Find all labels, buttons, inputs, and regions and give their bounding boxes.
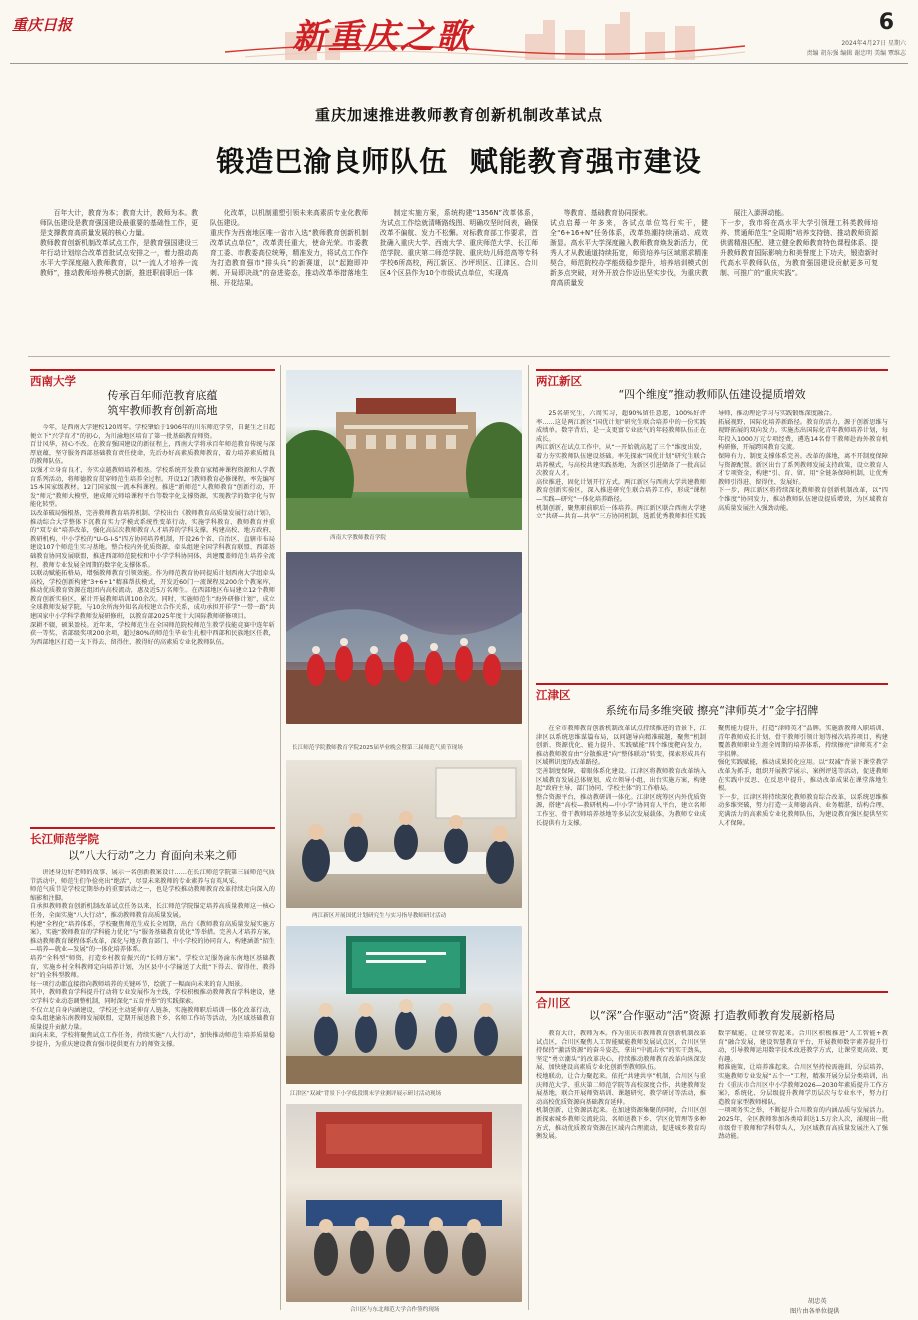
- photo-xinan-building: [286, 370, 522, 530]
- caption-jiangjin: 江津区“双减”背景下小学低段期末学业测评展示研讨活动现场: [290, 1091, 442, 1097]
- masthead: [0, 0, 918, 62]
- section-text-xinan: [30, 424, 275, 816]
- intro-col-5: [720, 208, 878, 348]
- photo-jiangjin-classroom: [286, 926, 522, 1084]
- intro-text-3: 制定实施方案，系统构建“1356N”改革体系，为试点工作绘就清晰路线图、明确攻坚时间表，确保改革不偏航、发力不松懈。对标教育部工作要求，首批确入重庆大学、西南大学、重庆师范大学、长江师范学院、重庆第二师范学院、重庆幼儿师范高等专科学校6所高校，两江新区、沙坪坝区、江津区、合川区4个区县作为10个市级试点单位，实现高: [380, 209, 538, 277]
- article-body-xinan: 今年，是西南大学建校120周年。学校肇始于1906年的川东师范学堂，自诞生之日起便立下“兴学育才”的初心，为川渝地区培育了第一批基础教育师资。 百廿风华，初心不改。在教育强国建设的新征程上，西南大学将承百年师范教育传统与深厚底蕴，坚守服务西部基础教育责任使命，先后办好高素质教师教育，着力培养素质精良的教师队伍。 以强才立身育良才，夯实卓越教师培养根基。学校系统开发教育家精神课程资源和人学教育系列活动，将师德教育贯穿师范生培养全过程。开设12门教师教育必修课程，率先编写15本国家级教材。12门国家级一流本科课程。推进“新师范”人教师教育“创新行动，开发“师元”教师大模型，建成师元师培课程平台等数字化支撑资源，实现教学的数字化与智能化转型。 以改革破局强根基，完善教师教育培养机制。学校出台《教师教育高质量发展行动计划》，推动综合大学整体下沉教育实力学模式系统性变革行动，实施学科教育、教师教育并重的“双专业”培养改革，强化高层次教师教育人才培养的学科支撑。构建高校、地方政府、教研机构、中小学校的“U-G-I-S”四方协同培养机制，开设26个省、自治区、直辖市布局建设107个师范生实习基地。整合校内外优质资源，牵头组建全国学科教育联盟、西部基础教育协同发展联盟，推进西部师范院校和中小学学科协同体，共建覆盖师范生培养全流程、教师专业发展全周期的数字化支撑体系。 以联动赋能拓格局，增强教师教育引领效能。作为师范教育协同提质计划西南大学组牵头高校，学校创新构建“3+6+1”精准帮扶模式，开发近60门一流课程及200余个教案库，推动优质教育资源在组团内高校流动，惠及近5万名师生。在西部地区布局建立12个教师教育创新实验区，累计开展教师培训100余次。同时，实施师范生“海外研修计划”，成立全球教师发展学院，与10余所海外知名高校建立合作关系，成功承担开祥学“一带一路”共建国家中小学科学教师发展研修班，以教育部2025年度十大国际教师研修项目。 深耕不辍，硕果盈枝。近年来，学校师范生在全国师范院校师范生教学技能竞赛中连年斩获一等奖、省部级奖项200余项，超过80%的师范生毕业生扎根中西部和民族地区任教，为西部地区打造一支下得去、留得住、教得好的高素质专业化教师队伍。: [30, 424, 275, 646]
- dance-illustration: [286, 552, 522, 724]
- headline-kicker: 重庆加速推进教师教育创新机制改革试点: [314, 106, 603, 124]
- caption-xinan: 西南大学教师教育学院: [330, 535, 386, 541]
- section-rule-xinan: [30, 369, 275, 371]
- caption-hechuan: 合川区与东北师范大学合作签约现场: [350, 1307, 440, 1313]
- photo-hechuan-signing: [286, 1104, 522, 1302]
- section-title-changjiang: 以“八大行动”之力 育面向未来之师: [68, 849, 237, 862]
- intro-col-1: [40, 208, 198, 348]
- section-text-liangjiang: [536, 410, 888, 668]
- section-text-jiangjin: [536, 725, 888, 981]
- building-illustration: [286, 370, 522, 530]
- byline-photo-credit: 图片由各单位提供: [790, 1308, 840, 1315]
- section-title-hechuan: 以“深”合作驱动“活”资源 打造教师教育发展新格局: [589, 1009, 835, 1022]
- column-divider-left: [280, 365, 281, 1310]
- section-name-changjiang: 长江师范学院: [30, 832, 99, 846]
- page-number: 6: [878, 10, 894, 35]
- photo-changjiang-stage: [286, 552, 522, 724]
- section-name-jiangjin: 江津区: [536, 688, 571, 702]
- article-body-hechuan: 教育大计，教师为本。作为重庆市教师教育创新机制改革试点区，合川区聚焦人工智能赋能教师发展试点区，合川区坚持保持“激活资源”的奋斗姿态，拿出“中流击水”的实干劲头，坚定“勇立潮头”的改革决心，持续推动教师教育改革向纵深发展，加快建设高素质专业化创新型教师队伍。 校地联动，让合力聚起来。依托“共建共享”机制，合川区与重庆师范大学、重庆第二师范学院等高校深度合作，共建教师发展基地，联合开展师资培训、课题研究、教学研讨等活动，推动高校优质资源向基础教育延伸。 机制创新，让资源活起来。在加速资源集聚的同时，合川区创新探索城乡教师交流轮岗、名师送教下乡、学区化管理等多种方式，推动优质教育资源在区域内合理流动，促进城乡教育均衡发展。 数字赋能，让课堂智起来。合川区积极推进“人工智能+教育”融合发展，建设智慧教育平台，开展教师数字素养提升行动，引导教师运用数字技术改进教学方式，让课堂更高效、更有趣。 精准施策，让培养准起来。合川区坚持按需施训、分层培养，实施教师专业发展“五个一”工程，精准开展分层分类培训，出台《重庆市合川区中小学教师2026—2030年素质提升工作方案》，系统化、分层级提升教师学历层次与专业水平，努力打造教育家型教师梯队。 一项项务实之举，不断提升合川教育的内涵品质与发展活力。2025年，全区教师参加各类培训达1.5万余人次，涌现出一批市级骨干教师和学科带头人，为区域教育高质量发展注入了强劲动能。: [536, 1030, 888, 1141]
- section-rule-jiangjin: [536, 683, 888, 685]
- section-rule-liangjiang: [536, 369, 888, 371]
- intro-text-1: 百年大计，教育为本；教育大计，教师为本。教师队伍建设是教育强国建设最重要的基础性工作，更是支撑教育高质量发展的核心力量。 教师教育创新机制改革试点工作，是教育强国建设三年行动计划综合改革首批试点安排之一，着力推动高水平大学深度融入教师教育，以“一流人才培养一流教师”，推动教师培养模式创新，推进职前职后一体: [40, 209, 198, 277]
- section-text-hechuan: [536, 1030, 888, 1292]
- masthead-rule: [10, 63, 908, 64]
- paper-logo: 重庆日报: [12, 16, 73, 34]
- column-divider-right: [528, 365, 529, 1310]
- intro-col-2: [210, 208, 368, 348]
- headline-main: 锻造巴渝良师队伍 赋能教育强市建设: [216, 145, 702, 178]
- banner-title: 新重庆之歌: [292, 17, 472, 57]
- article-body-liangjiang: 25名研究生，六周实习，超90%留任意愿，100%好评率……这是两江新区“国优计划”研究生联合培养中的一份实践成绩单。数字背后，是一支更富专业底气的年轻教师队伍正在成长。 两江新区在试点工作中，从“一开始就高起了三个”维度出发，着力夯实教师队伍建设基础。率先探索“国优计划”研究生联合培养模式，与高校共建实践基地，为新区引进储备了一批高层次教育人才。 高位推进，固化计划开行方式。两江新区与西南大学共建教师教育创新实验区，深入推进研究生联合培养工作，形成“课程—实践—研究”一体化培养路径。 机制创新，聚焦职前职后一体培养。两江新区联合西南大学建立“共研—共育—共享”三方协同机制，选派优秀教师担任实践导师，推动理论学习与实践锻炼深度融合。 拓展视野，国际化培养新路径。教育的活力，源于创新思维与视野拓展的双向发力。实施杰出国际化青年教师培养计划，每年投入1000万元专项经费，遴选14名骨干教师赴海外教育机构研修，开展跨国教育交流。 保障有力，制度支撑体系完善。改革的落地，离不开制度保障与资源配置。新区出台了系列教师发展支持政策，设立教育人才专项资金，构建“引、育、留、用”全链条保障机制，让优秀教师引得进、留得住、发展好。 下一步，两江新区将持续深化教师教育创新机制改革，以“四个维度”协同发力，推动教师队伍建设提质增效，为区域教育高质量发展注入强劲动能。: [536, 410, 888, 521]
- article-body-changjiang: 讲述身边好老师的故事、展示一名创新教案设计……在长江师范学院第三届师范气质节活动中，师范生们争俭亮出“绝活”，尽显未来教师的专业素养与育英风采。 师范气质节是学校定期举办的重要活动之一，也是学校推动教师教育改革持续走向深入的缩影和注脚。 自承担教师教育创新机制改革试点任务以来，长江师范学院锚定培养高质量教师这一核心任务，全面实施“八大行动”，推动教师教育高质量发展。 构建“全程化”培养体系，学校聚焦师范生成长全周期，出台《教师教育高质量发展实施方案》，实施“教师教育的学科能力优化”与“服务基础教育优化”等举措。完善人才培养方案，推动教师教育课程体系改革，深化与地方教育部门、中小学校的协同育人，构建涵盖“招生—培养—就业—发展”的一体化培养体系。 培养“全科型”师资，打造乡村教育振兴的“长师方案”。学校立足服务渝东南地区基础教育，实施乡村全科教师定向培养计划，为区县中小学输送了大批“下得去、留得住、教得好”的全科型教师。 每一项行动都直接指向教师培养的关键环节，绘就了一幅面向未来的育人图景。 其中，教师教育学科提升行动将专业发展作为主线，学校积极推动教师教育学科建设，建立学科专业动态调整机制，同时深化“五育并举”的实践探索。 不仅立足自身内涵建设，学校还主动延伸育人链条，实施教师职后培训一体化改革行动，牵头组建渝东南教师发展联盟，定期开展送教下乡、名师工作坊等活动，为区域基础教育质量提升贡献力量。 面向未来，学校将聚焦试点工作任务，持续实施“八大行动”，加快推动师范生培养质量稳步提升，为重庆建设教育强市提供更有力的师资支撑。: [30, 869, 275, 1048]
- byline-author: 胡忠英: [808, 1298, 827, 1305]
- section-title-xinan-1: 传承百年师范教育底蕴: [107, 389, 218, 402]
- section-name-liangjiang: 两江新区: [536, 374, 582, 388]
- section-title-liangjiang: “四个维度”推动教师队伍建设提质增效: [618, 388, 806, 401]
- section-text-changjiang: [30, 869, 275, 1309]
- caption-changjiang: 长江师范学院教师教育学院2025届毕业晚会暨第三届师范气质节现场: [292, 745, 463, 751]
- issue-date: 2024年4月27日 星期六: [841, 40, 906, 47]
- section-title-jiangjin: 系统布局多维突破 擦亮“津师英才”金字招牌: [605, 704, 819, 717]
- intro-text-2: 化改革，以机制重塑引领未来高素质专业化教师队伍建设。 重庆作为西南地区唯一省市入选“教师教育创新机制改革试点单位”，改革责任重大，使命光荣。市委教育工委、市教委高位统筹，精准发力，将试点工作作为打造教育强市“排头兵”的新赛道，以“起跑即冲刺、开局即决战”的奋进姿态，推动改革举措落地生根、开花结果。: [210, 209, 368, 287]
- section-name-xinan: 西南大学: [30, 374, 76, 388]
- editor-credits: 责编 胡东强 编辑 谢忠明 美编 覃维志: [806, 50, 906, 57]
- article-body-jiangjin: 在全市教师教育创新机制改革试点持续推进的背景下，江津区以系统思维谋篇布局，以问题导向精准破题，聚焦“机制创新、资源优化、能力提升、实践赋能”四个维度靶向发力，推动教师教育由“分散推进”向“整体联动”转变，探索形成具有区域辨识度的改革路径。 完善制度保障，着眼体系化建设。江津区将教师教育改革纳入区域教育发展总体规划，成立领导小组，出台实施方案，构建起“政府主导、部门协同、学校主体”的工作格局。 整合资源平台，推动教研训一体化。江津区统筹区内外优质资源，搭建“高校—教研机构—中小学”协同育人平台，建立名师工作室、骨干教师培养基地等多层次发展载体，为教师专业成长提供有力支撑。 聚焦能力提升，打造“津师英才”品牌。实施新教师入职培训、青年教师成长计划、骨干教师引领计划等梯次培养项目，构建覆盖教师职业生涯全周期的培养体系，持续擦亮“津师英才”金字招牌。 强化实践赋能，推动成果转化应用。以“双减”背景下课堂教学改革为抓手，组织开展教学展示、案例评选等活动，促进教师在实践中反思、在反思中提升，推动改革成果在课堂落地生根。 下一步，江津区将持续深化教师教育综合改革，以系统思维推动多维突破，努力打造一支师德高尚、业务精湛、结构合理、充满活力的高素质专业化教师队伍，为建设教育强区提供坚实人才保障。: [536, 725, 888, 827]
- section-name-hechuan: 合川区: [536, 996, 571, 1010]
- caption-liangjiang: 两江新区开展国优计划研究生与实习指导教师研讨活动: [312, 913, 447, 919]
- seminar-illustration: [286, 760, 522, 908]
- photo-liangjiang-seminar: [286, 760, 522, 908]
- classroom-illustration: [286, 926, 522, 1084]
- section-title-xinan-2: 筑牢教师教育创新高地: [107, 404, 218, 417]
- intro-text-5: 展注入澎湃动能。 下一步，我市将在高水平大学引领理工科类教师培养、贯通师范生“全周期”培养支持链、推动教师资源供需精准匹配、建立健全教师教育特色课程体系、提升教师教育国际影响力和美誉度上下功夫，锻造新时代高水平教师队伍，为教育强国建设贡献更多可复制、可推广的“重庆实践”。: [720, 209, 878, 277]
- signing-illustration: [286, 1104, 522, 1302]
- intro-col-3: [380, 208, 538, 348]
- intro-text-4: 等教育、基础教育协同探索。 试点启幕一年多来，各试点单位笃行实干，健全“6+16+N”任务体系，改革热潮持续涌动、成效渐显。高水平大学深度融入教师教育焕发新活力，优秀人才从教通道持续拓宽，师资培养与区域需求精准契合，师范院校办学能级稳步提升，培养培训模式创新多点突破，对外开放合作迈出坚实步伐，为重庆教育高质量发: [550, 209, 708, 287]
- intro-divider: [28, 356, 890, 357]
- intro-col-4: [550, 208, 708, 348]
- section-rule-hechuan: [536, 991, 888, 993]
- section-rule-changjiang: [30, 827, 275, 829]
